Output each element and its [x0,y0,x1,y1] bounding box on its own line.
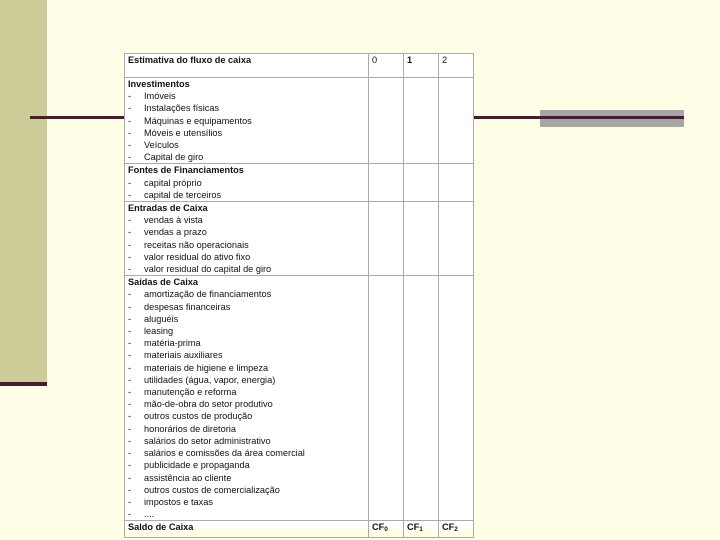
list-dash: - [128,177,132,188]
list-dash: - [128,301,132,312]
period-header-2: 2 [439,54,474,78]
section-row [125,164,474,202]
list-dash: - [128,289,132,300]
list-item-label: honorários de diretoria [144,423,236,434]
list-item [128,325,368,337]
list-item-label: materiais auxiliares [144,350,223,361]
list-dash: - [128,460,132,471]
list-dash: - [128,215,132,226]
list-item-label: publicidade e propaganda [144,460,250,471]
list-dash: - [128,264,132,275]
cf-cell-1 [404,521,439,537]
section-row [125,78,474,164]
period-value-cell [404,276,439,521]
list-item-label: despesas financeiras [144,301,231,312]
list-item [128,301,368,313]
period-header-1: 1 [404,54,439,78]
list-dash: - [128,387,132,398]
list-item [128,90,368,102]
list-dash: - [128,103,132,114]
table-header-row [125,54,474,78]
section-row [125,276,474,521]
list-dash: - [128,326,132,337]
list-item [128,127,368,139]
list-dash: - [128,251,132,262]
period-value-cell [439,78,474,164]
list-item [128,102,368,114]
list-dash: - [128,313,132,324]
list-item [128,288,368,300]
cf-cell-2 [439,521,474,537]
cf-prefix: CF [372,522,385,533]
list-item [128,115,368,127]
table-title: Estimativa do fluxo de caixa [125,54,369,78]
cf-prefix: CF [442,522,455,533]
list-dash: - [128,362,132,373]
cash-flow-table [124,53,474,538]
list-item [128,435,368,447]
list-item-label: outros custos de comercialização [144,484,280,495]
list-item [128,398,368,410]
list-item-label: impostos e taxas [144,496,213,507]
period-value-cell [369,202,404,276]
list-item-label: Imóveis [144,91,176,102]
list-item-label: Móveis e utensílios [144,127,223,138]
list-item [128,337,368,349]
list-item [128,459,368,471]
list-dash: - [128,338,132,349]
period-value-cell [369,276,404,521]
list-item [128,508,368,520]
section-label-cell [125,164,369,202]
period-value-cell [439,164,474,202]
list-item-label: Capital de giro [144,152,204,163]
list-item-label: Veículos [144,140,179,151]
cf-subscript: 0 [384,526,388,534]
list-item-label: matéria-prima [144,338,201,349]
list-item-label: .... [144,509,155,520]
list-item-label: assistência ao cliente [144,472,232,483]
list-item [128,386,368,398]
list-item-label: manutenção e reforma [144,387,237,398]
list-item [128,410,368,422]
list-item [128,374,368,386]
list-item [128,447,368,459]
table-footer-row [125,521,474,537]
list-dash: - [128,411,132,422]
list-dash: - [128,374,132,385]
period-value-cell [404,202,439,276]
list-item-label: materiais de higiene e limpeza [144,362,269,373]
list-dash: - [128,509,132,520]
list-item-label: leasing [144,326,174,337]
section-row [125,202,474,276]
balance-label: Saldo de Caixa [125,521,369,537]
decorative-side-bar-base [0,382,47,386]
period-value-cell [404,164,439,202]
list-item [128,251,368,263]
section-label-cell [125,276,369,521]
section-title: Investimentos [128,79,190,89]
list-item [128,226,368,238]
section-label-cell [125,202,369,276]
cf-subscript: 2 [454,526,458,534]
period-value-cell [369,164,404,202]
list-item [128,214,368,226]
cf-subscript: 1 [419,526,423,534]
list-dash: - [128,399,132,410]
list-item [128,151,368,163]
period-value-cell [439,276,474,521]
list-item [128,189,368,201]
list-dash: - [128,496,132,507]
list-item [128,177,368,189]
decorative-rule-line-overlay [540,116,684,119]
cf-prefix: CF [407,522,420,533]
list-item-label: valor residual do capital de giro [144,264,272,275]
list-dash: - [128,350,132,361]
list-item-label: aluguéis [144,313,179,324]
list-item [128,349,368,361]
period-value-cell [404,78,439,164]
list-dash: - [128,115,132,126]
list-item-label: salários do setor administrativo [144,435,271,446]
list-item-label: receitas não operacionais [144,239,249,250]
period-value-cell [439,202,474,276]
list-item [128,313,368,325]
list-dash: - [128,472,132,483]
list-dash: - [128,448,132,459]
list-dash: - [128,127,132,138]
list-item-label: capital próprio [144,177,202,188]
decorative-side-bar [0,0,47,382]
list-item-label: Máquinas e equipamentos [144,115,252,126]
list-dash: - [128,152,132,163]
period-header-0: 0 [369,54,404,78]
list-item [128,239,368,251]
section-title: Saídas de Caixa [128,277,198,288]
cf-cell-0 [369,521,404,537]
list-item [128,423,368,435]
list-dash: - [128,189,132,200]
list-item [128,496,368,508]
cash-flow-table-image [124,53,473,534]
list-item-label: valor residual do ativo fixo [144,251,251,262]
section-title: Fontes de Financiamentos [128,165,244,176]
list-item-label: vendas a prazo [144,227,207,238]
list-dash: - [128,140,132,151]
list-item-label: amortização de financiamentos [144,289,272,300]
list-dash: - [128,91,132,102]
period-value-cell [369,78,404,164]
list-item-label: utilidades (água, vapor, energia) [144,374,276,385]
list-item-label: salários e comissões da área comercial [144,448,305,459]
list-item [128,362,368,374]
list-item [128,472,368,484]
list-dash: - [128,239,132,250]
list-item [128,139,368,151]
table-sections [125,78,474,521]
list-dash: - [128,435,132,446]
list-item-label: outros custos de produção [144,411,253,422]
list-item-label: Instalações físicas [144,103,220,114]
list-item [128,263,368,275]
list-item [128,484,368,496]
list-item-label: capital de terceiros [144,189,222,200]
section-title: Entradas de Caixa [128,203,208,214]
list-dash: - [128,227,132,238]
list-item-label: vendas à vista [144,215,203,226]
section-label-cell [125,78,369,164]
list-item-label: mão-de-obra do setor produtivo [144,399,273,410]
list-dash: - [128,423,132,434]
list-dash: - [128,484,132,495]
